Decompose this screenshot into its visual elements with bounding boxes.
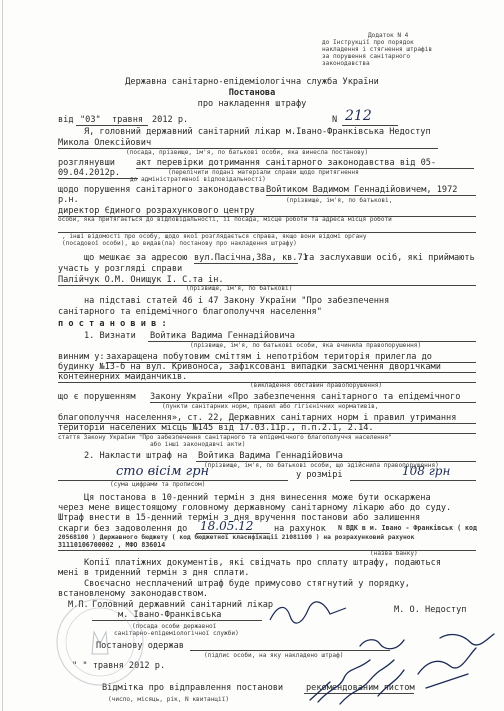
item2-prefix: 2. Накласти штраф на xyxy=(84,451,188,461)
participants-prefix: участь у розгляді справи xyxy=(58,264,183,274)
date-month: травня xyxy=(112,115,144,125)
date-year: 2012 р. xyxy=(152,115,189,125)
law-prefix: що є порушенням xyxy=(58,392,136,402)
payment-line4: 31110106700002 , МФО 836014 xyxy=(58,541,166,549)
caption-person: (прізвище, ім'я, по батькові, xyxy=(286,197,393,204)
guilty-line2: будинку №13-б на вул. Кривоноса, зафіксовані випадки засмічення дворічками xyxy=(58,362,441,372)
signer-signature xyxy=(268,600,348,626)
payment-line3: 20568100 ) Державного бюджету ( код бюджетної класифікації 21081100 ) на розрахунковий рахунок xyxy=(58,534,415,541)
signer-title: Головний державний санітарний лікар xyxy=(92,600,274,610)
official-stamp xyxy=(54,596,146,688)
fine-amount-label: у розмірі xyxy=(296,470,343,480)
considered-prefix: розглянувши xyxy=(58,158,115,168)
caption-signer1: (посада особи державної xyxy=(132,623,217,630)
caption-received: (підпис особи, на яку накладено штраф) xyxy=(204,652,344,659)
signer-city: м. Івано-Франківська xyxy=(118,610,222,620)
official-name: Микола Олексійович xyxy=(58,138,152,148)
caption-bank: (назва банку) xyxy=(370,550,418,557)
caption-circumstances: (викладення обставин правопорушення) xyxy=(250,382,383,389)
received-label: Постанову одержав xyxy=(96,641,184,651)
forced-line2: встановленому законодавством. xyxy=(58,589,209,599)
document-subtitle: про накладення штрафу xyxy=(197,99,307,109)
caption-considered2: до адміністративної відповідальності) xyxy=(130,176,266,183)
caption-official: (посада, прізвище, ім'я, по батькові особи, яка винесла постанову) xyxy=(126,149,369,156)
header-note-line4: за порушення санітарного xyxy=(322,53,411,60)
law-line3: територій населених місць №145 від 17.03.11р., п.п.2.1, 2.14. xyxy=(58,423,374,433)
residence-suffix: та заслухавши осіб, які приймають xyxy=(304,253,475,263)
trident-icon xyxy=(92,632,108,654)
official-line: Я, головний державний санітарний лікар м.Івано-Франківська Недоступ xyxy=(84,127,431,137)
law-line2: благополуччя населення», ст. 22, Державних санітарних норм і правил утримання xyxy=(58,413,457,423)
basis-line1: на підставі статей 46 і 47 Закону України "Про забезпечення xyxy=(84,296,390,306)
caption-points: (пункти санітарних норм, правил або гігієнічних нормативів, xyxy=(162,403,379,410)
caption-guilty: (прізвище, ім'я, по батькові особи, яка вчинила правопорушення) xyxy=(190,342,422,349)
header-note-line5: законодавства xyxy=(322,60,370,67)
residence-address: вул.Пасічна,38а, кв.71 xyxy=(194,253,308,263)
caption-info1: , інші відомості про особу, щодо якої розглядається справа, якщо вони відомі органу xyxy=(62,233,367,240)
caption-info2: (посадової особи), що видав(ла) постанову про накладення штрафу) xyxy=(62,240,297,247)
number-label: N xyxy=(332,115,338,125)
violator-year: р.н. xyxy=(58,195,79,205)
item1-prefix: 1. Визнати xyxy=(84,331,136,341)
caption-considered: (перелічити подані матеріали справи щодо притягнення xyxy=(168,169,359,176)
payment-line2a: скарги без задоволення до xyxy=(58,524,188,534)
copies-line2: мені в триденний термін з дня сплати. xyxy=(58,568,250,578)
payment-line2b: на рахунок xyxy=(274,524,326,534)
payment-deadline: 18.05.12 xyxy=(200,519,254,533)
participants-names: Палійчук О.М. Онищук І. С.та ін. xyxy=(58,275,224,285)
sent-method: рекомендованим листом xyxy=(306,683,415,693)
caption-signer2: санітарно-епідеміологічної служби) xyxy=(114,630,239,637)
received-date: " " травня 2012 р. xyxy=(72,661,166,671)
document-number: 212 xyxy=(345,108,372,124)
appeal-line2: через менe вищестоящому головному державному санітарному лікарю або до суду. xyxy=(58,503,452,513)
caption-position: особи, яка притягається до відповідальності, її посада, місце роботи та адреса місця роботи xyxy=(58,216,392,223)
considered-text: акт перевірки дотримання санітарного законодавства від 05- xyxy=(136,158,437,168)
stamp-label: М.П. xyxy=(68,600,89,610)
date-prefix: від xyxy=(58,115,74,125)
caption-item2: (прізвище, ім'я, по батькові особи, що здійснила правопорушення) xyxy=(204,462,439,469)
guilty-prefix: винним у: xyxy=(58,352,105,362)
violator-name: Войтиком Вадимом Геннадійовичем, 1972 xyxy=(266,185,458,195)
payment-line1: Штраф внести в 15-денний термін з дня вручення постанови або залишення xyxy=(58,513,421,523)
header-note-line1: Додаток N 4 xyxy=(368,32,409,39)
basis-line2: санітарного та епідемічного благополуччя населення" xyxy=(58,307,322,317)
caption-fine: (сума цифрами та прописом) xyxy=(110,481,206,488)
law-text: Закону України «Про забезпечення санітарного та епідемічного xyxy=(150,392,461,402)
fine-words: сто вісім грн xyxy=(116,464,210,479)
header-note-line3: накладення і стягнення штрафів xyxy=(322,46,433,53)
considered-date: 09.04.2012р. xyxy=(58,168,121,178)
violator-position: директор Єдиного розрахункового центру xyxy=(58,206,255,216)
date-day: "03" xyxy=(80,115,101,125)
caption-participants: (прізвище, ім'я, по батькові) xyxy=(186,285,293,292)
appeal-line1: Ця постанова в 10-денний термін з дня винесення може бути оскаржена xyxy=(84,493,431,503)
receiver-handwritten-note xyxy=(300,630,500,710)
signer-name: М. О. Недоступ xyxy=(394,605,467,615)
copies-line1: Копії платіжних документів, які свідчать про сплату штрафу, подаються xyxy=(84,558,441,568)
law-note2: або інші законодавчі акти) xyxy=(150,441,246,448)
fine-amount: 108 грн xyxy=(402,464,451,478)
law-note1: стаття Закону України "Про забезпечення санітарного та епідемічного благополуччя населення" xyxy=(58,434,392,441)
guilty-line3: контейнерних майданчиків. xyxy=(58,372,188,382)
document-title: Постанова xyxy=(228,88,276,98)
resolve-label: п о с т а н о в и в : xyxy=(58,319,167,329)
item1-name: Войтика Вадима Геннадійовича xyxy=(150,331,295,341)
violation-prefix: щодо порушення санітарного законодавства xyxy=(58,185,265,195)
caption-sent: (число, місяць, рік, N квитанції) xyxy=(108,696,230,703)
item2-name: Войтика Вадима Геннадійовича xyxy=(198,451,343,461)
header-note-line2: до Інструкції про порядок xyxy=(322,39,414,46)
forced-line1: Своєчасно несплачений штраф буде примусово стягнутий у порядку, xyxy=(84,579,410,589)
sent-line: Відмітка про відправлення постанови xyxy=(102,683,284,693)
residence-prefix: що мешкає за адресою xyxy=(84,253,188,263)
payment-line2c: N ВДК в м. Івано - Франківськ ( код xyxy=(338,524,477,532)
guilty-line1: захаращена побутовим сміттям і непотрібом територія прилегла до xyxy=(106,352,432,362)
agency-name: Державна санітарно-епідеміологічна служба України xyxy=(125,77,379,87)
